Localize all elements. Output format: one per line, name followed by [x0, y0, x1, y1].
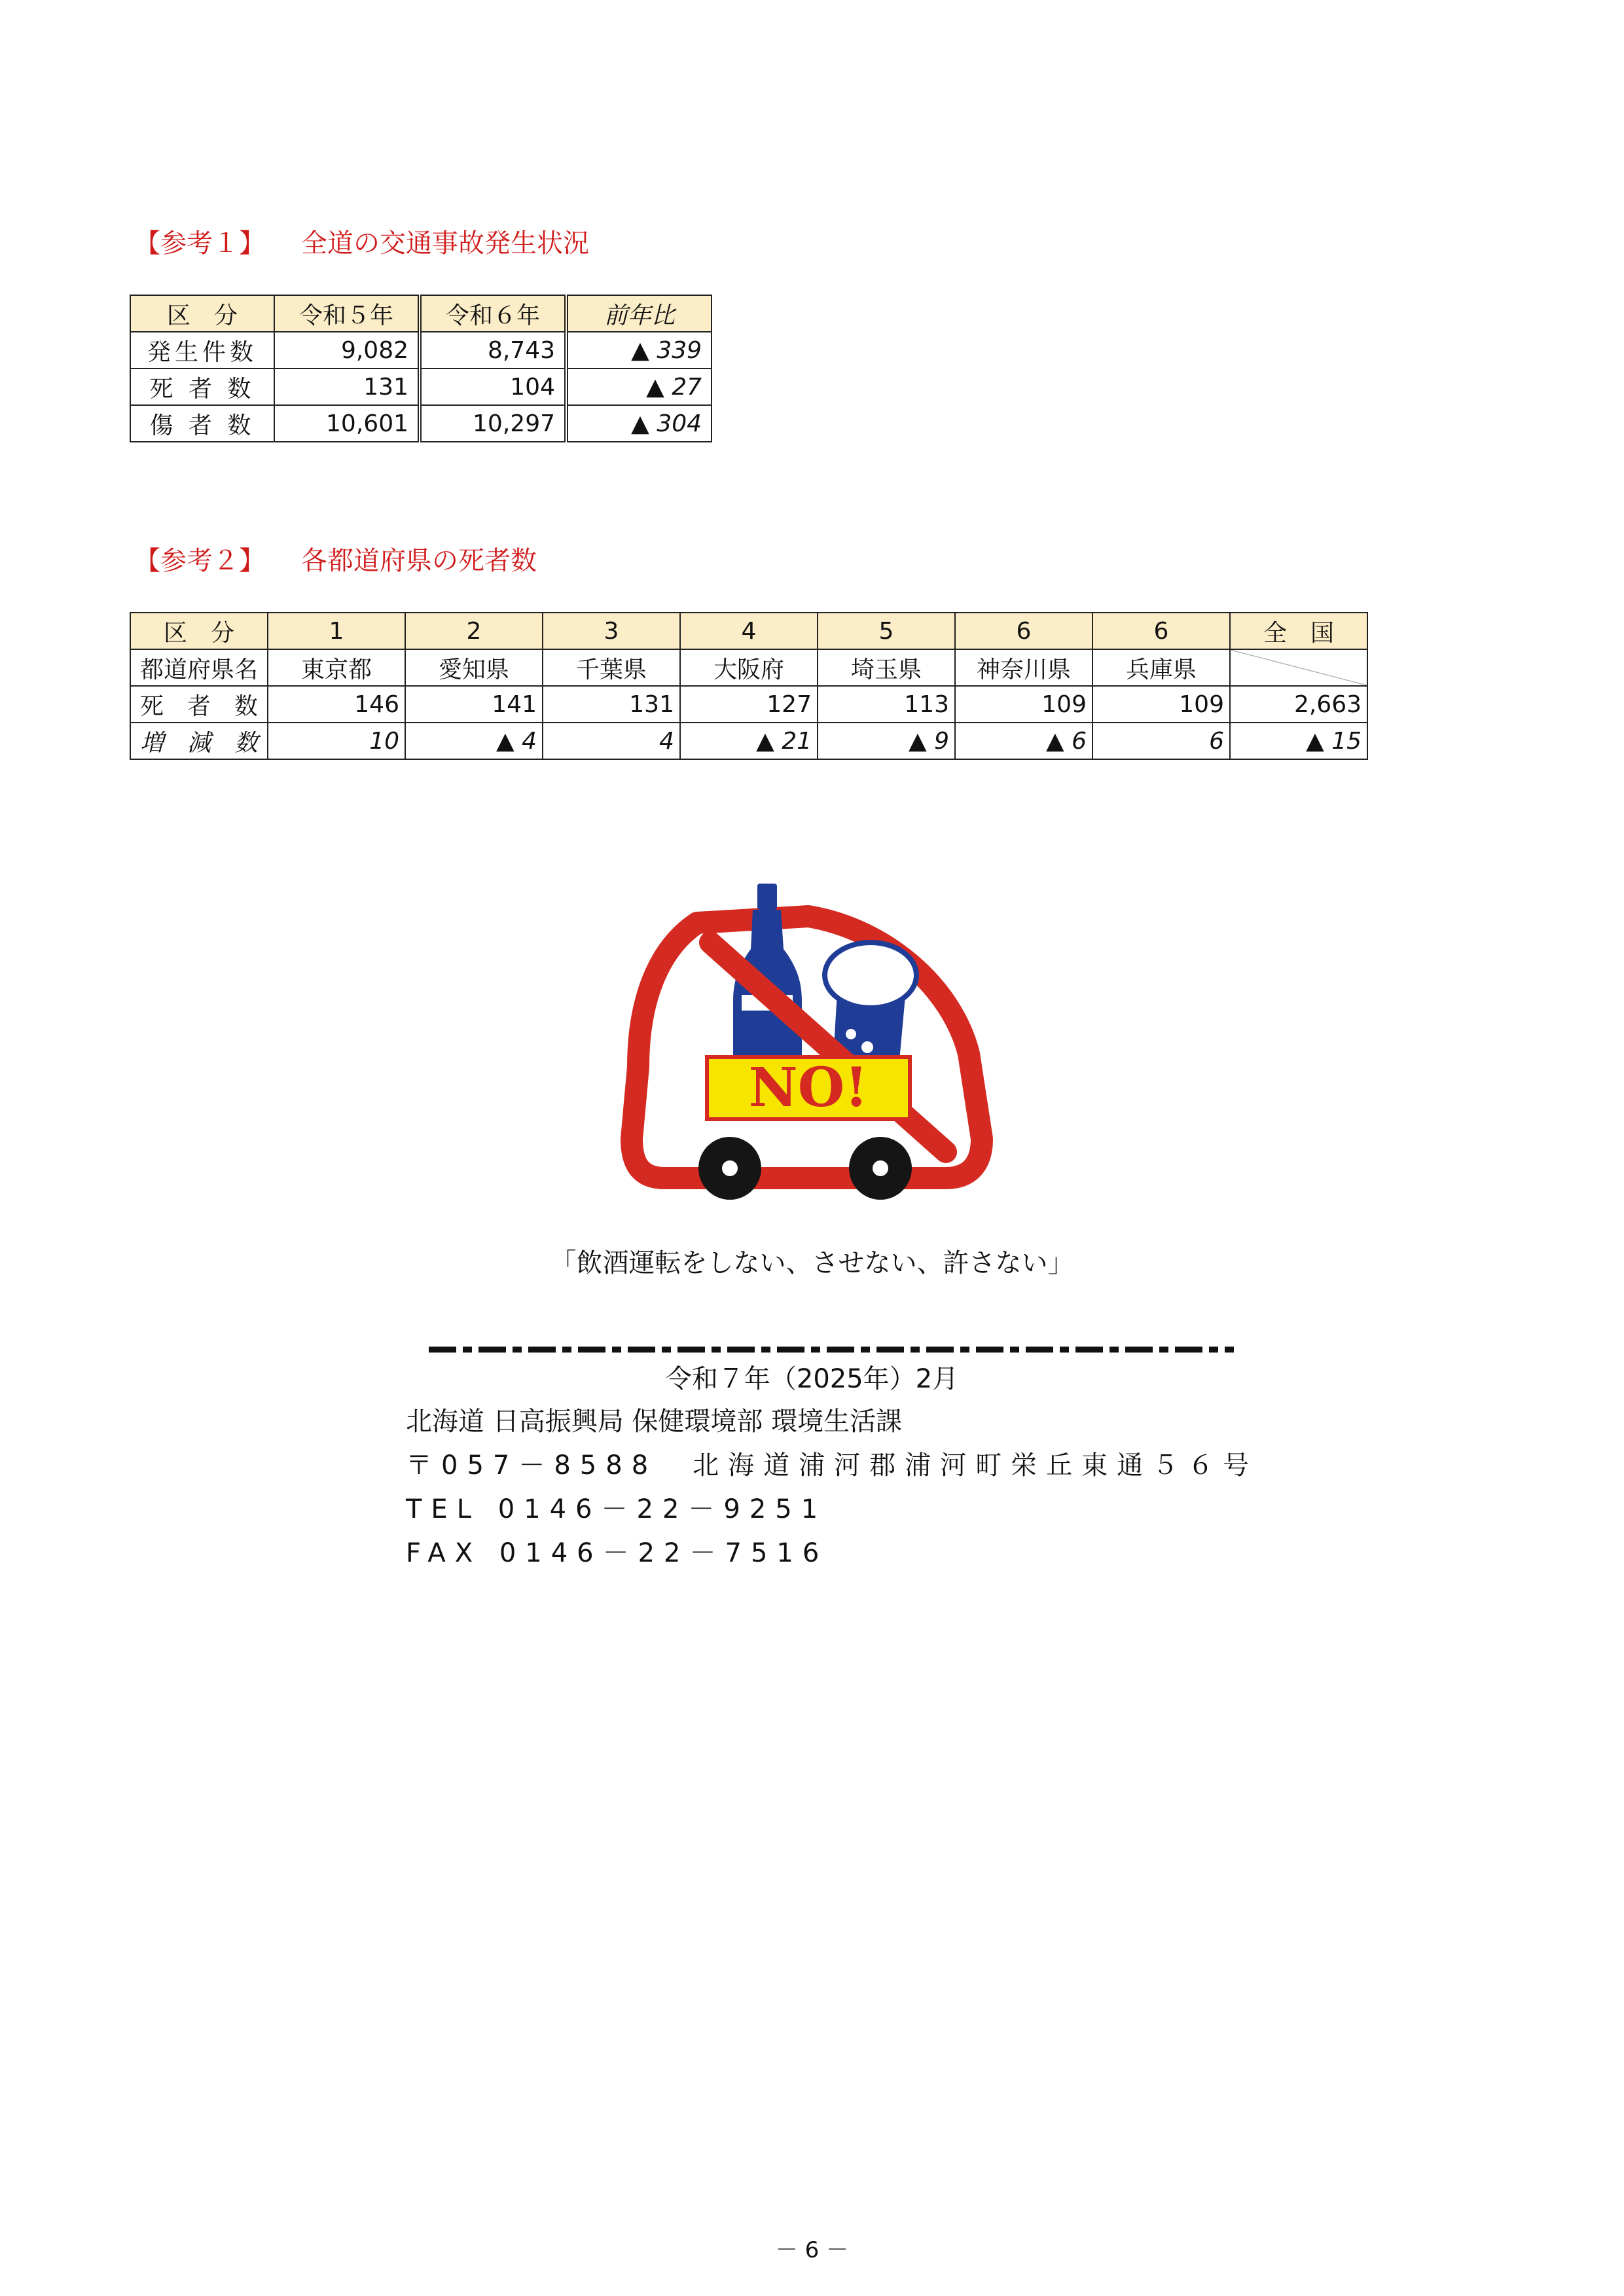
header-cell: 区 分	[130, 295, 274, 332]
prefecture-cell: 千葉県	[543, 649, 680, 686]
change-cell: ▲ 6	[955, 723, 1092, 759]
value-cell: 8,743	[420, 332, 566, 368]
fax-number: FAX 0146－22－7516	[406, 1538, 829, 1568]
logo-text: NO!	[748, 1056, 869, 1119]
section-title-ref1	[134, 223, 589, 260]
header-cell: 区 分	[130, 613, 268, 649]
section-heading: 全道の交通事故発生状況	[301, 228, 589, 259]
table-row	[130, 332, 712, 368]
rank-cell: 6	[1092, 613, 1230, 649]
page-number: － 6 －	[775, 2237, 849, 2263]
prefecture-cell: 大阪府	[680, 649, 818, 686]
tel-number: TEL 0146－22－9251	[406, 1494, 827, 1524]
value-cell: 9,082	[274, 332, 420, 368]
header-cell: 令和５年	[274, 295, 420, 332]
rank-cell: 3	[543, 613, 680, 649]
table-header-row	[130, 295, 712, 332]
change-cell: ▲ 9	[818, 723, 955, 759]
change-cell: ▲ 21	[680, 723, 818, 759]
table-row	[130, 405, 712, 442]
row-label: 発生件数	[130, 332, 274, 368]
value-cell: 2,663	[1230, 686, 1367, 723]
slogan: 「飲酒運転をしない、させない、許さない」	[550, 1248, 1074, 1278]
decorative-dashed-line	[429, 1345, 1234, 1354]
value-cell: 127	[680, 686, 818, 723]
row-label: 傷 者 数	[130, 405, 274, 442]
value-cell: 146	[268, 686, 405, 723]
row-label: 都道府県名	[130, 649, 268, 686]
row-label: 死 者 数	[130, 368, 274, 405]
value-cell: 113	[818, 686, 955, 723]
value-cell: 109	[1092, 686, 1230, 723]
prefecture-cell: 神奈川県	[955, 649, 1092, 686]
value-cell: 131	[543, 686, 680, 723]
table-row	[130, 368, 712, 405]
value-cell: 104	[420, 368, 566, 405]
change-cell: ▲ 15	[1230, 723, 1367, 759]
value-cell: 109	[955, 686, 1092, 723]
postal-address: 〒057－8588 北海道浦河郡浦河町栄丘東通５６号	[406, 1450, 1259, 1480]
table-header-row	[130, 613, 1367, 649]
rank-cell: 2	[405, 613, 543, 649]
diagonal-empty-cell	[1230, 649, 1367, 686]
prefecture-cell: 東京都	[268, 649, 405, 686]
traffic-accident-table	[130, 295, 712, 442]
issue-date: 令和７年（2025年）2月	[665, 1364, 959, 1394]
value-cell: 131	[274, 368, 420, 405]
prefecture-cell: 埼玉県	[818, 649, 955, 686]
prefecture-cell: 兵庫県	[1092, 649, 1230, 686]
rank-cell: 4	[680, 613, 818, 649]
prefecture-deaths-table	[130, 612, 1368, 760]
diff-cell: ▲ 339	[566, 332, 712, 368]
table-row	[130, 723, 1367, 759]
row-label: 増 減 数	[130, 723, 268, 759]
section-number: 【参考１】	[134, 228, 265, 259]
section-title-ref2	[134, 540, 537, 577]
value-cell: 10,601	[274, 405, 420, 442]
header-cell: 前年比	[566, 295, 712, 332]
rank-cell: 5	[818, 613, 955, 649]
diff-cell: ▲ 304	[566, 405, 712, 442]
section-number: 【参考２】	[134, 546, 265, 576]
header-cell: 全 国	[1230, 613, 1367, 649]
header-cell: 令和６年	[420, 295, 566, 332]
row-label: 死 者 数	[130, 686, 268, 723]
value-cell: 141	[405, 686, 543, 723]
office-name: 北海道 日高振興局 保健環境部 環境生活課	[406, 1407, 903, 1437]
diff-cell: ▲ 27	[566, 368, 712, 405]
change-cell: ▲ 4	[405, 723, 543, 759]
value-cell: 10,297	[420, 405, 566, 442]
section-heading: 各都道府県の死者数	[301, 546, 537, 576]
prefecture-cell: 愛知県	[405, 649, 543, 686]
rank-cell: 6	[955, 613, 1092, 649]
change-cell: 4	[543, 723, 680, 759]
change-cell: 6	[1092, 723, 1230, 759]
table-row	[130, 649, 1367, 686]
change-cell: 10	[268, 723, 405, 759]
rank-cell: 1	[268, 613, 405, 649]
no-drunk-driving-car-icon	[612, 870, 998, 1227]
table-row	[130, 686, 1367, 723]
